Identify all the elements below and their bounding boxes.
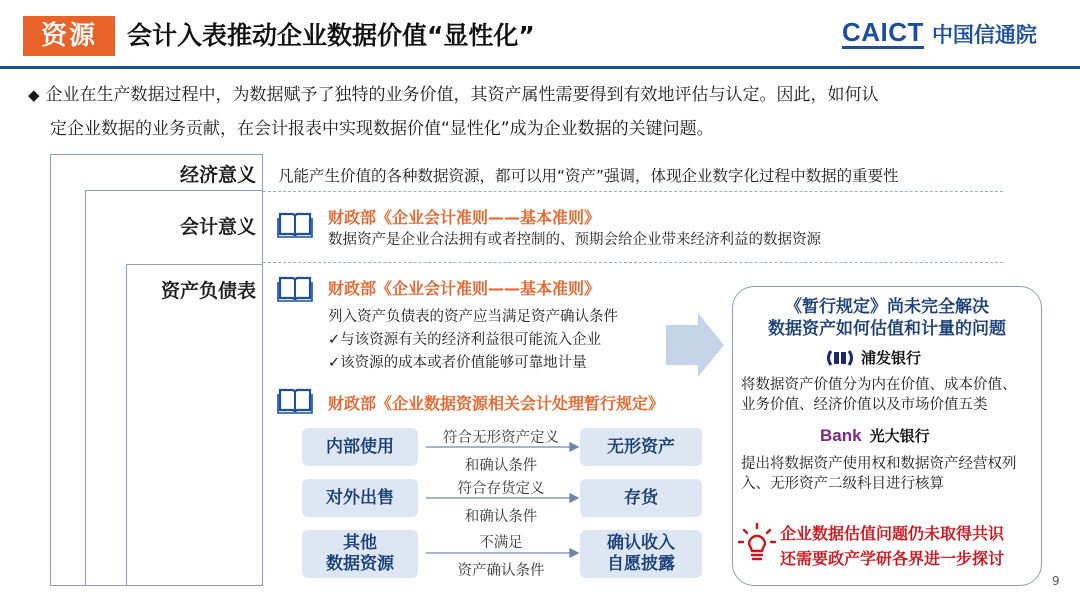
- flow-source-internal-use: 内部使用: [302, 428, 418, 466]
- flow-arrows: [422, 440, 580, 572]
- condition-item: ✓该资源的成本或者价值能够可靠地计量: [328, 355, 587, 371]
- label-economic: 经济意义: [179, 164, 256, 186]
- warning-line-2: 还需要政产学研各界进一步探讨: [780, 549, 1005, 568]
- intro-line-1: 企业在生产数据过程中，为数据赋予了独特的业务价值，其资产属性需要得到有效地评估与认定。因此，如何认: [45, 85, 879, 105]
- diamond-bullet-icon: ◆: [28, 86, 40, 104]
- logo-en: CAICT: [842, 17, 924, 47]
- header-divider: [0, 66, 1080, 69]
- flow-condition-bottom: 和确认条件: [464, 458, 538, 474]
- label-balance-sheet: 资产负债表: [160, 280, 256, 302]
- flow-condition-top: 不满足: [479, 535, 523, 551]
- logo-cn: 中国信通院: [931, 23, 1037, 47]
- book-icon: [277, 274, 313, 302]
- page-title: 会计入表推动企业数据价值“显性化”: [127, 21, 535, 50]
- bank-spdb: [827, 347, 921, 368]
- intro-paragraph: [28, 78, 1053, 146]
- condition-item: ✓与该资源有关的经济利益很可能流入企业: [328, 332, 602, 348]
- lightbulb-icon: [738, 522, 776, 564]
- flow-target-line: 自愿披露: [607, 554, 675, 574]
- bank-name: 光大银行: [869, 427, 930, 445]
- bank-ceb: [820, 425, 930, 446]
- page-number: 9: [1052, 574, 1060, 588]
- flow-source-line: 其他: [343, 533, 377, 553]
- bank-name: 浦发银行: [861, 349, 922, 367]
- source-basic-standard-2: 财政部《企业会计准则——基本准则》: [328, 279, 601, 298]
- intro-line-2: 定企业数据的业务贡献，在会计报表中实现数据价值“显性化”成为企业数据的关键问题。: [50, 119, 714, 139]
- source-basic-standard: 财政部《企业会计准则——基本准则》: [328, 208, 601, 227]
- warning-line-1: 企业数据估值问题仍未取得共识: [780, 524, 1005, 543]
- section-tag: 资源: [23, 16, 115, 56]
- balance-intro: 列入资产负债表的资产应当满足资产确认条件: [328, 309, 618, 325]
- flow-condition-top: 符合无形资产定义: [443, 430, 559, 446]
- book-icon: [277, 210, 313, 238]
- flow-condition-top: 符合存货定义: [457, 481, 545, 497]
- flow-source-line: 数据资源: [326, 554, 394, 574]
- panel-title-line-2: 数据资产如何估值和计量的问题: [768, 319, 1006, 339]
- book-icon: [277, 386, 313, 414]
- bank-text-line: 提出将数据资产使用权和数据资产经营权列: [741, 456, 1017, 472]
- frame-divider: [262, 154, 263, 586]
- spdb-logo-icon: [827, 348, 853, 368]
- flow-target-intangible: 无形资产: [580, 428, 702, 466]
- frame-balance-sheet: [126, 264, 262, 586]
- accounting-text: 数据资产是企业合法拥有或者控制的、预期会给企业带来经济利益的数据资源: [328, 232, 821, 248]
- flow-condition-bottom: 资产确认条件: [457, 563, 545, 579]
- flow-target-line: 确认收入: [607, 533, 675, 553]
- caict-logo: [842, 16, 1037, 52]
- economic-text: 凡能产生价值的各种数据资源，都可以用“资产”强调，体现企业数字化过程中数据的重要性: [278, 167, 899, 185]
- source-interim-rule: 财政部《企业数据资源相关会计处理暂行规定》: [328, 394, 665, 413]
- arrow-right-icon: [666, 313, 724, 377]
- flow-condition-bottom: 和确认条件: [464, 509, 538, 525]
- bank-text-line: 入、无形资产二级科目进行核算: [741, 476, 944, 492]
- label-accounting: 会计意义: [179, 216, 256, 238]
- bank-text-line: 业务价值、经济价值以及市场价值五类: [741, 397, 988, 413]
- flow-target-inventory: 存货: [580, 479, 702, 517]
- bank-text-line: 将数据资产价值分为内在价值、成本价值、: [741, 377, 1017, 393]
- ceb-logo-text: Bank: [820, 425, 862, 445]
- panel-title-line-1: 《暂行规定》尚未完全解决: [785, 297, 989, 317]
- flow-target-revenue: [580, 530, 702, 578]
- flow-source-other: [302, 530, 418, 578]
- dashed-divider: [263, 191, 1003, 192]
- dashed-divider: [263, 262, 1003, 263]
- flow-source-external-sale: 对外出售: [302, 479, 418, 517]
